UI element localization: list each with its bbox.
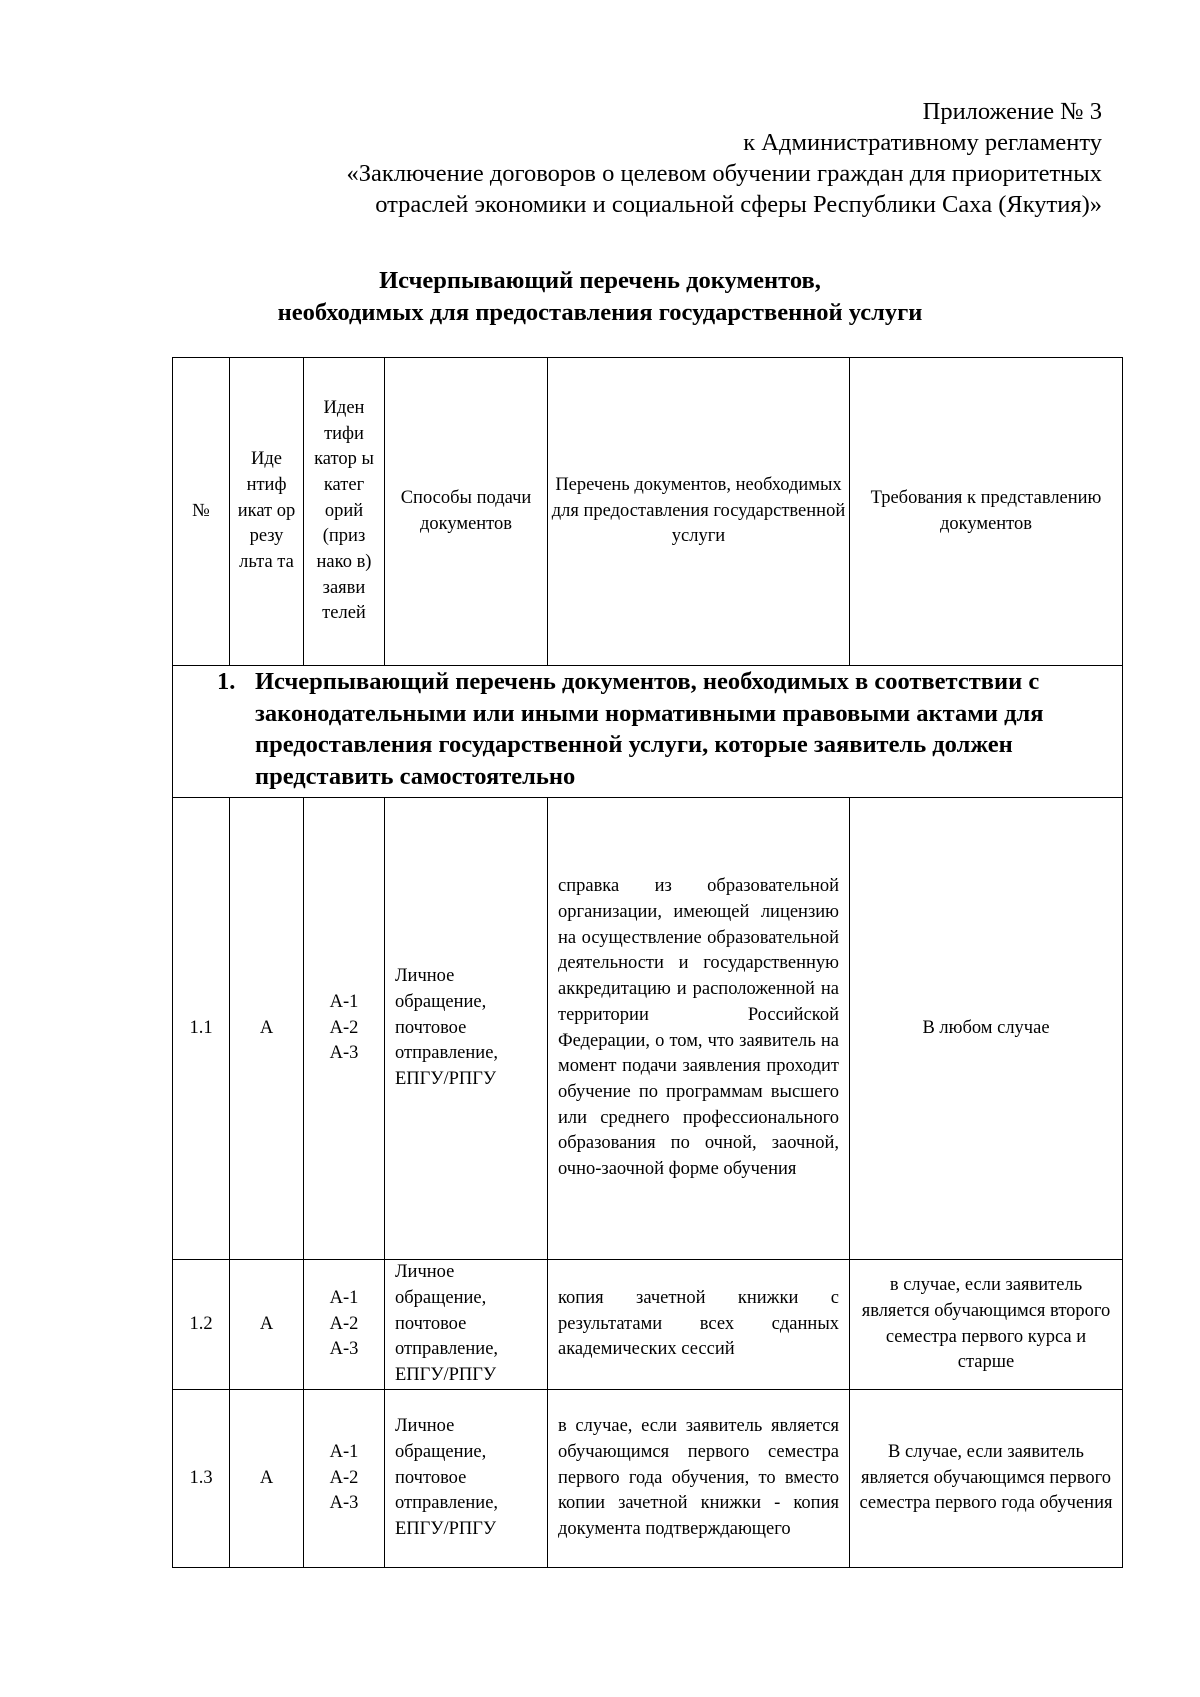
category-item: А-1 (329, 1287, 359, 1308)
row-method: Личное обращение, почтовое отправление, ЕПГУ/РПГУ (385, 798, 548, 1260)
row-document: в случае, если заявитель является обучающимся первого семестра первого года обучения, то вместо копии зачетной книжки - копия документа подтверждающего (548, 1390, 850, 1568)
row-categories (304, 1260, 385, 1390)
appendix-line: Приложение № 3 (922, 98, 1102, 125)
table-row (173, 1390, 1123, 1568)
row-document: справка из образовательной организации, имеющей лицензию на осуществление образовательной деятельности и государственную аккредитацию и расположенной на территории Российской Федерации, о том, что заявитель на момент подачи заявления проходит обучение по программам высшего или среднего профессионального образования по очной, заочной, очно-заочной форме обучения (548, 798, 850, 1260)
category-item: А-2 (329, 1313, 359, 1334)
row-categories (304, 798, 385, 1260)
header-requirements: Требования к представлению документов (850, 358, 1123, 666)
row-number: 1.1 (173, 798, 230, 1260)
category-item: А-3 (329, 1493, 359, 1514)
row-requirement: В любом случае (850, 798, 1123, 1260)
table-header-row (173, 358, 1123, 666)
category-item: А-1 (329, 991, 359, 1012)
row-categories (304, 1390, 385, 1568)
category-item: А-2 (329, 1017, 359, 1038)
header-result-id: Иде нтиф икат ор резу льта та (230, 358, 304, 666)
row-requirement: в случае, если заявитель является обучающимся второго семестра первого курса и старше (850, 1260, 1123, 1390)
row-number: 1.3 (173, 1390, 230, 1568)
appendix-line: к Административному регламенту (743, 129, 1102, 156)
table-row (173, 1260, 1123, 1390)
row-result-id: А (230, 798, 304, 1260)
row-result-id: А (230, 1260, 304, 1390)
document-title (0, 265, 1200, 329)
table-row (173, 798, 1123, 1260)
header-number: № (173, 358, 230, 666)
section-text: Исчерпывающий перечень документов, необходимых в соответствии с законодательными или иными нормативными правовыми актами для предоставления государственной услуги, которые заявитель должен представить самостоятельно (255, 668, 1044, 790)
section-heading-cell (173, 666, 1123, 798)
row-document: копия зачетной книжки с результатами всех сданных академических сессий (548, 1260, 850, 1390)
category-item: А-2 (329, 1467, 359, 1488)
row-result-id: А (230, 1390, 304, 1568)
row-number: 1.2 (173, 1260, 230, 1390)
section-row (173, 666, 1123, 798)
documents-table (172, 357, 1123, 1568)
category-item: А-1 (329, 1441, 359, 1462)
section-number: 1. (217, 668, 236, 695)
appendix-header (202, 96, 1102, 220)
title-line-2: необходимых для предоставления государственной услуги (277, 299, 923, 326)
category-item: А-3 (329, 1043, 359, 1064)
header-methods: Способы подачи документов (385, 358, 548, 666)
appendix-line: «Заключение договоров о целевом обучении граждан для приоритетных (346, 160, 1102, 187)
title-line-1: Исчерпывающий перечень документов, (379, 267, 821, 294)
category-item: А-3 (329, 1339, 359, 1360)
header-category-id: Иден тифи катор ы катег орий (приз нако в) заяви телей (304, 358, 385, 666)
row-method: Личное обращение, почтовое отправление, ЕПГУ/РПГУ (385, 1390, 548, 1568)
row-method: Личное обращение, почтовое отправление, ЕПГУ/РПГУ (385, 1260, 548, 1390)
header-documents: Перечень документов, необходимых для предоставления государственной услуги (548, 358, 850, 666)
row-requirement: В случае, если заявитель является обучающимся первого семестра первого года обучения (850, 1390, 1123, 1568)
appendix-line: отраслей экономики и социальной сферы Республики Саха (Якутия)» (375, 191, 1102, 218)
